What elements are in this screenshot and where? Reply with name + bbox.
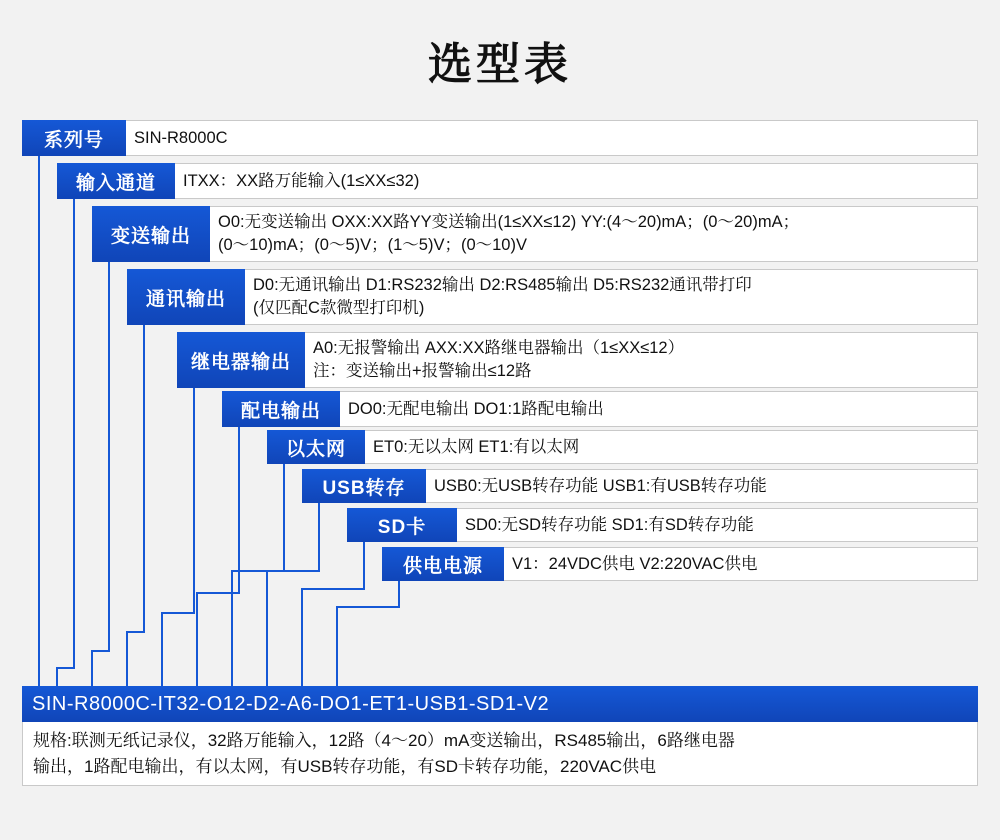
spec-value-transmit-output — [210, 206, 978, 262]
connector-relay-output — [193, 388, 195, 614]
connector-input-channel — [73, 199, 75, 669]
spec-row-transmit-output — [92, 206, 978, 262]
spec-label-transmit-output: 变送输出 — [92, 206, 210, 262]
spec-label-comm-output: 通讯输出 — [127, 269, 245, 325]
spec-row-comm-output — [127, 269, 978, 325]
spec-row-input-channel — [57, 163, 978, 199]
spec-value-line: 注：变送输出+报警输出≤12路 — [313, 362, 532, 380]
connector-sd-card-h — [301, 588, 365, 590]
result-description-line: 规格:联测无纸记录仪，32路万能输入，12路（4～20）mA变送输出，RS485输出，6路继电器 — [33, 731, 735, 750]
result-model-code: SIN-R8000C-IT32-O12-D2-A6-DO1-ET1-USB1-SD1-V2 — [22, 686, 978, 722]
result-description-line: 输出，1路配电输出，有以太网，有USB转存功能，有SD卡转存功能，220VAC供电 — [33, 757, 657, 777]
spec-row-series — [22, 120, 978, 156]
spec-value-input-channel — [175, 163, 978, 199]
connector-transmit-output-v2 — [91, 650, 93, 686]
spec-row-sd-card — [347, 508, 978, 542]
spec-value-line: O0:无变送输出 OXX:XX路YY变送输出(1≤XX≤12) YY:(4～20)mA；(0～20)mA； — [218, 213, 800, 232]
connector-input-channel-h — [56, 667, 75, 669]
connector-power-distribution — [238, 427, 240, 594]
spec-value-line: DO0:无配电输出 DO1:1路配电输出 — [348, 399, 604, 418]
spec-value-relay-output — [305, 332, 978, 388]
spec-row-usb — [302, 469, 978, 503]
spec-row-ethernet — [267, 430, 978, 464]
connector-relay-output-v2 — [161, 612, 163, 686]
page-title: 选型表 — [428, 40, 572, 89]
spec-value-sd-card — [457, 508, 978, 542]
connector-comm-output — [143, 325, 145, 633]
spec-value-line: USB0:无USB转存功能 USB1:有USB转存功能 — [434, 476, 767, 495]
spec-label-ethernet: 以太网 — [267, 430, 365, 464]
spec-value-comm-output — [245, 269, 978, 325]
spec-value-usb — [426, 469, 978, 503]
connector-transmit-output-h — [91, 650, 110, 652]
spec-value-line: ITXX：XX路万能输入(1≤XX≤32) — [183, 171, 420, 190]
spec-value-line: V1：24VDC供电 V2:220VAC供电 — [512, 554, 758, 573]
spec-value-line: A0:无报警输出 AXX:XX路继电器输出（1≤XX≤12） — [313, 339, 685, 358]
connector-usb-v2 — [266, 570, 268, 686]
connector-transmit-output — [108, 262, 110, 652]
spec-value-line: SIN-R8000C — [134, 128, 228, 147]
connector-usb — [318, 503, 320, 572]
spec-value-series — [126, 120, 978, 156]
spec-row-power-distribution — [222, 391, 978, 427]
spec-value-line: (0～10)mA；(0～5)V；(1～5)V；(0～10)V — [218, 236, 527, 254]
connector-comm-output-v2 — [126, 631, 128, 686]
connector-power-distribution-v2 — [196, 592, 198, 686]
connector-comm-output-h — [126, 631, 145, 633]
spec-label-power-distribution: 配电输出 — [222, 391, 340, 427]
spec-value-power-supply — [504, 547, 978, 581]
connector-sd-card — [363, 542, 365, 590]
spec-value-line: SD0:无SD转存功能 SD1:有SD转存功能 — [465, 515, 754, 534]
spec-value-power-distribution — [340, 391, 978, 427]
spec-value-ethernet — [365, 430, 978, 464]
spec-label-usb: USB转存 — [302, 469, 426, 503]
connector-usb-h — [266, 570, 320, 572]
spec-row-relay-output — [177, 332, 978, 388]
spec-label-relay-output: 继电器输出 — [177, 332, 305, 388]
connector-power-distribution-h — [196, 592, 240, 594]
spec-label-power-supply: 供电电源 — [382, 547, 504, 581]
spec-value-line: D0:无通讯输出 D1:RS232输出 D2:RS485输出 D5:RS232通讯带打印 — [253, 276, 752, 295]
spec-label-sd-card: SD卡 — [347, 508, 457, 542]
connector-power-supply-h — [336, 606, 400, 608]
connector-power-supply-v2 — [336, 606, 338, 686]
connector-ethernet — [283, 464, 285, 572]
connector-power-supply — [398, 581, 400, 608]
connector-input-channel-v2 — [56, 667, 58, 686]
spec-value-line: ET0:无以太网 ET1:有以太网 — [373, 437, 580, 456]
result-description — [22, 722, 978, 786]
spec-row-power-supply — [382, 547, 978, 581]
connector-sd-card-v2 — [301, 588, 303, 686]
spec-label-input-channel: 输入通道 — [57, 163, 175, 199]
connector-relay-output-h — [161, 612, 195, 614]
connector-series — [38, 156, 40, 686]
connector-ethernet-v2 — [231, 570, 233, 686]
spec-value-line: (仅匹配C款微型打印机) — [253, 299, 425, 317]
spec-label-series: 系列号 — [22, 120, 126, 156]
